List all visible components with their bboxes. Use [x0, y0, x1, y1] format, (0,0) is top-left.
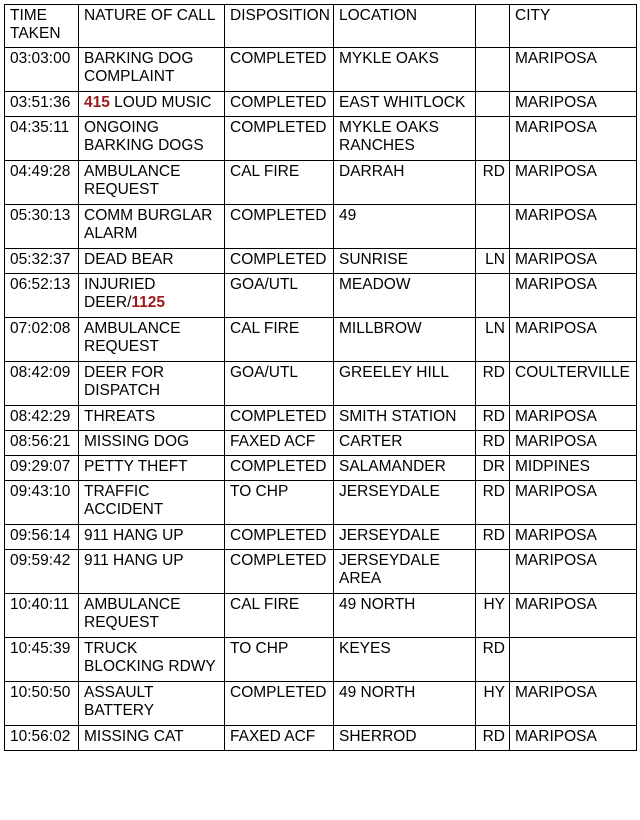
header-nature: NATURE OF CALL — [79, 5, 225, 48]
cell-nature — [79, 726, 225, 751]
cell-nature — [79, 550, 225, 594]
cell-location: JERSEYDALE — [334, 481, 476, 525]
table-row — [5, 431, 637, 456]
cell-city: MARIPOSA — [510, 205, 637, 249]
table-row — [5, 456, 637, 481]
header-row — [5, 5, 637, 48]
table-row — [5, 48, 637, 92]
cell-location: 49 NORTH — [334, 682, 476, 726]
nature-text: DEER FOR DISPATCH — [84, 364, 169, 399]
nature-text: DEAD BEAR — [84, 251, 174, 268]
cell-suffix — [476, 117, 510, 161]
cell-time: 10:56:02 — [5, 726, 79, 751]
cell-nature — [79, 117, 225, 161]
cell-disposition: COMPLETED — [225, 117, 334, 161]
cell-city: MARIPOSA — [510, 406, 637, 431]
nature-text: MISSING CAT — [84, 728, 184, 745]
cell-city: MARIPOSA — [510, 550, 637, 594]
cell-city: MIDPINES — [510, 456, 637, 481]
cell-suffix: RD — [476, 726, 510, 751]
cell-city: MARIPOSA — [510, 726, 637, 751]
cell-nature — [79, 318, 225, 362]
table-row — [5, 161, 637, 205]
cell-suffix: LN — [476, 318, 510, 362]
cell-location: SALAMANDER — [334, 456, 476, 481]
cell-city: MARIPOSA — [510, 594, 637, 638]
cell-suffix — [476, 274, 510, 318]
cell-nature — [79, 431, 225, 456]
table-row — [5, 92, 637, 117]
cell-location: MEADOW — [334, 274, 476, 318]
cell-nature — [79, 274, 225, 318]
cell-time: 04:35:11 — [5, 117, 79, 161]
cell-nature — [79, 406, 225, 431]
cell-location: 49 — [334, 205, 476, 249]
table-row — [5, 594, 637, 638]
cell-suffix: HY — [476, 682, 510, 726]
table-row — [5, 362, 637, 406]
header-location: LOCATION — [334, 5, 476, 48]
cell-time: 08:42:09 — [5, 362, 79, 406]
cell-suffix: RD — [476, 638, 510, 682]
cell-city — [510, 638, 637, 682]
table-row — [5, 682, 637, 726]
cell-location: EAST WHITLOCK — [334, 92, 476, 117]
cell-location: DARRAH — [334, 161, 476, 205]
cell-time: 03:51:36 — [5, 92, 79, 117]
nature-text: 911 HANG UP — [84, 552, 184, 569]
header-suffix — [476, 5, 510, 48]
cell-time: 10:45:39 — [5, 638, 79, 682]
cell-location: JERSEYDALE AREA — [334, 550, 476, 594]
cell-city: MARIPOSA — [510, 117, 637, 161]
nature-text: LOUD MUSIC — [109, 94, 212, 111]
cell-nature — [79, 638, 225, 682]
header-disposition: DISPOSITION — [225, 5, 334, 48]
nature-text: TRUCK BLOCKING RDWY — [84, 640, 216, 675]
penal-code: 415 — [84, 94, 110, 111]
cell-location: MYKLE OAKS — [334, 48, 476, 92]
cell-time: 06:52:13 — [5, 274, 79, 318]
table-row — [5, 274, 637, 318]
cell-time: 04:49:28 — [5, 161, 79, 205]
cell-city: MARIPOSA — [510, 431, 637, 456]
nature-text: BARKING DOG COMPLAINT — [84, 50, 198, 85]
cell-time: 09:29:07 — [5, 456, 79, 481]
cell-nature — [79, 682, 225, 726]
cell-suffix — [476, 48, 510, 92]
cell-location: JERSEYDALE — [334, 525, 476, 550]
cell-location: KEYES — [334, 638, 476, 682]
cell-time: 10:50:50 — [5, 682, 79, 726]
cell-city: MARIPOSA — [510, 525, 637, 550]
cell-location: GREELEY HILL — [334, 362, 476, 406]
cell-suffix — [476, 205, 510, 249]
cell-city: MARIPOSA — [510, 92, 637, 117]
cell-disposition: COMPLETED — [225, 48, 334, 92]
cell-time: 09:56:14 — [5, 525, 79, 550]
cell-location: MILLBROW — [334, 318, 476, 362]
cell-disposition: GOA/UTL — [225, 362, 334, 406]
cell-city: MARIPOSA — [510, 481, 637, 525]
cell-suffix: RD — [476, 362, 510, 406]
cell-disposition: CAL FIRE — [225, 318, 334, 362]
cell-nature — [79, 92, 225, 117]
cell-disposition: COMPLETED — [225, 525, 334, 550]
cell-city: MARIPOSA — [510, 274, 637, 318]
cell-time: 09:59:42 — [5, 550, 79, 594]
cell-disposition: GOA/UTL — [225, 274, 334, 318]
cell-disposition: COMPLETED — [225, 406, 334, 431]
cell-nature — [79, 249, 225, 274]
cell-disposition: COMPLETED — [225, 249, 334, 274]
call-log-body — [5, 48, 637, 751]
cell-disposition: COMPLETED — [225, 205, 334, 249]
table-row — [5, 726, 637, 751]
cell-suffix: LN — [476, 249, 510, 274]
nature-text: PETTY THEFT — [84, 458, 188, 475]
nature-text: AMBULANCE REQUEST — [84, 320, 185, 355]
penal-code: 1125 — [131, 294, 166, 311]
cell-suffix: RD — [476, 161, 510, 205]
cell-nature — [79, 481, 225, 525]
nature-text: INJURIED DEER/ — [84, 276, 160, 311]
cell-disposition: COMPLETED — [225, 456, 334, 481]
nature-text: COMM BURGLAR ALARM — [84, 207, 216, 242]
cell-disposition: CAL FIRE — [225, 594, 334, 638]
table-row — [5, 525, 637, 550]
cell-disposition: FAXED ACF — [225, 431, 334, 456]
cell-disposition: TO CHP — [225, 481, 334, 525]
cell-suffix: RD — [476, 481, 510, 525]
cell-suffix — [476, 550, 510, 594]
cell-disposition: CAL FIRE — [225, 161, 334, 205]
cell-suffix: RD — [476, 406, 510, 431]
nature-text: TRAFFIC ACCIDENT — [84, 483, 164, 518]
cell-suffix: RD — [476, 431, 510, 456]
cell-location: MYKLE OAKS RANCHES — [334, 117, 476, 161]
cell-time: 07:02:08 — [5, 318, 79, 362]
cell-time: 10:40:11 — [5, 594, 79, 638]
cell-time: 08:56:21 — [5, 431, 79, 456]
cell-location: SMITH STATION — [334, 406, 476, 431]
cell-nature — [79, 48, 225, 92]
nature-text: MISSING DOG — [84, 433, 190, 450]
cell-disposition: FAXED ACF — [225, 726, 334, 751]
table-row — [5, 117, 637, 161]
cell-disposition: COMPLETED — [225, 92, 334, 117]
cell-suffix: RD — [476, 525, 510, 550]
cell-disposition: COMPLETED — [225, 682, 334, 726]
cell-city: MARIPOSA — [510, 318, 637, 362]
cell-disposition: COMPLETED — [225, 550, 334, 594]
cell-nature — [79, 161, 225, 205]
cell-nature — [79, 362, 225, 406]
nature-text: AMBULANCE REQUEST — [84, 596, 185, 631]
table-row — [5, 406, 637, 431]
cell-disposition: TO CHP — [225, 638, 334, 682]
header-city: CITY — [510, 5, 637, 48]
cell-city: MARIPOSA — [510, 48, 637, 92]
cell-time: 03:03:00 — [5, 48, 79, 92]
cell-suffix — [476, 92, 510, 117]
cell-nature — [79, 456, 225, 481]
table-row — [5, 318, 637, 362]
cell-city: MARIPOSA — [510, 249, 637, 274]
cell-location: 49 NORTH — [334, 594, 476, 638]
nature-text: 911 HANG UP — [84, 527, 184, 544]
table-row — [5, 249, 637, 274]
cell-city: MARIPOSA — [510, 682, 637, 726]
nature-text: ASSAULT BATTERY — [84, 684, 158, 719]
cell-time: 05:30:13 — [5, 205, 79, 249]
cell-nature — [79, 594, 225, 638]
table-row — [5, 481, 637, 525]
cell-nature — [79, 525, 225, 550]
cell-suffix: HY — [476, 594, 510, 638]
cell-suffix: DR — [476, 456, 510, 481]
cell-time: 09:43:10 — [5, 481, 79, 525]
cell-location: CARTER — [334, 431, 476, 456]
nature-text: ONGOING BARKING DOGS — [84, 119, 204, 154]
table-row — [5, 638, 637, 682]
nature-text: AMBULANCE REQUEST — [84, 163, 185, 198]
table-row — [5, 205, 637, 249]
cell-city: COULTERVILLE — [510, 362, 637, 406]
cell-time: 05:32:37 — [5, 249, 79, 274]
call-log-table — [4, 4, 637, 751]
cell-nature — [79, 205, 225, 249]
cell-time: 08:42:29 — [5, 406, 79, 431]
cell-location: SHERROD — [334, 726, 476, 751]
cell-location: SUNRISE — [334, 249, 476, 274]
nature-text: THREATS — [84, 408, 156, 425]
header-time: TIME TAKEN — [5, 5, 79, 48]
table-row — [5, 550, 637, 594]
cell-city: MARIPOSA — [510, 161, 637, 205]
